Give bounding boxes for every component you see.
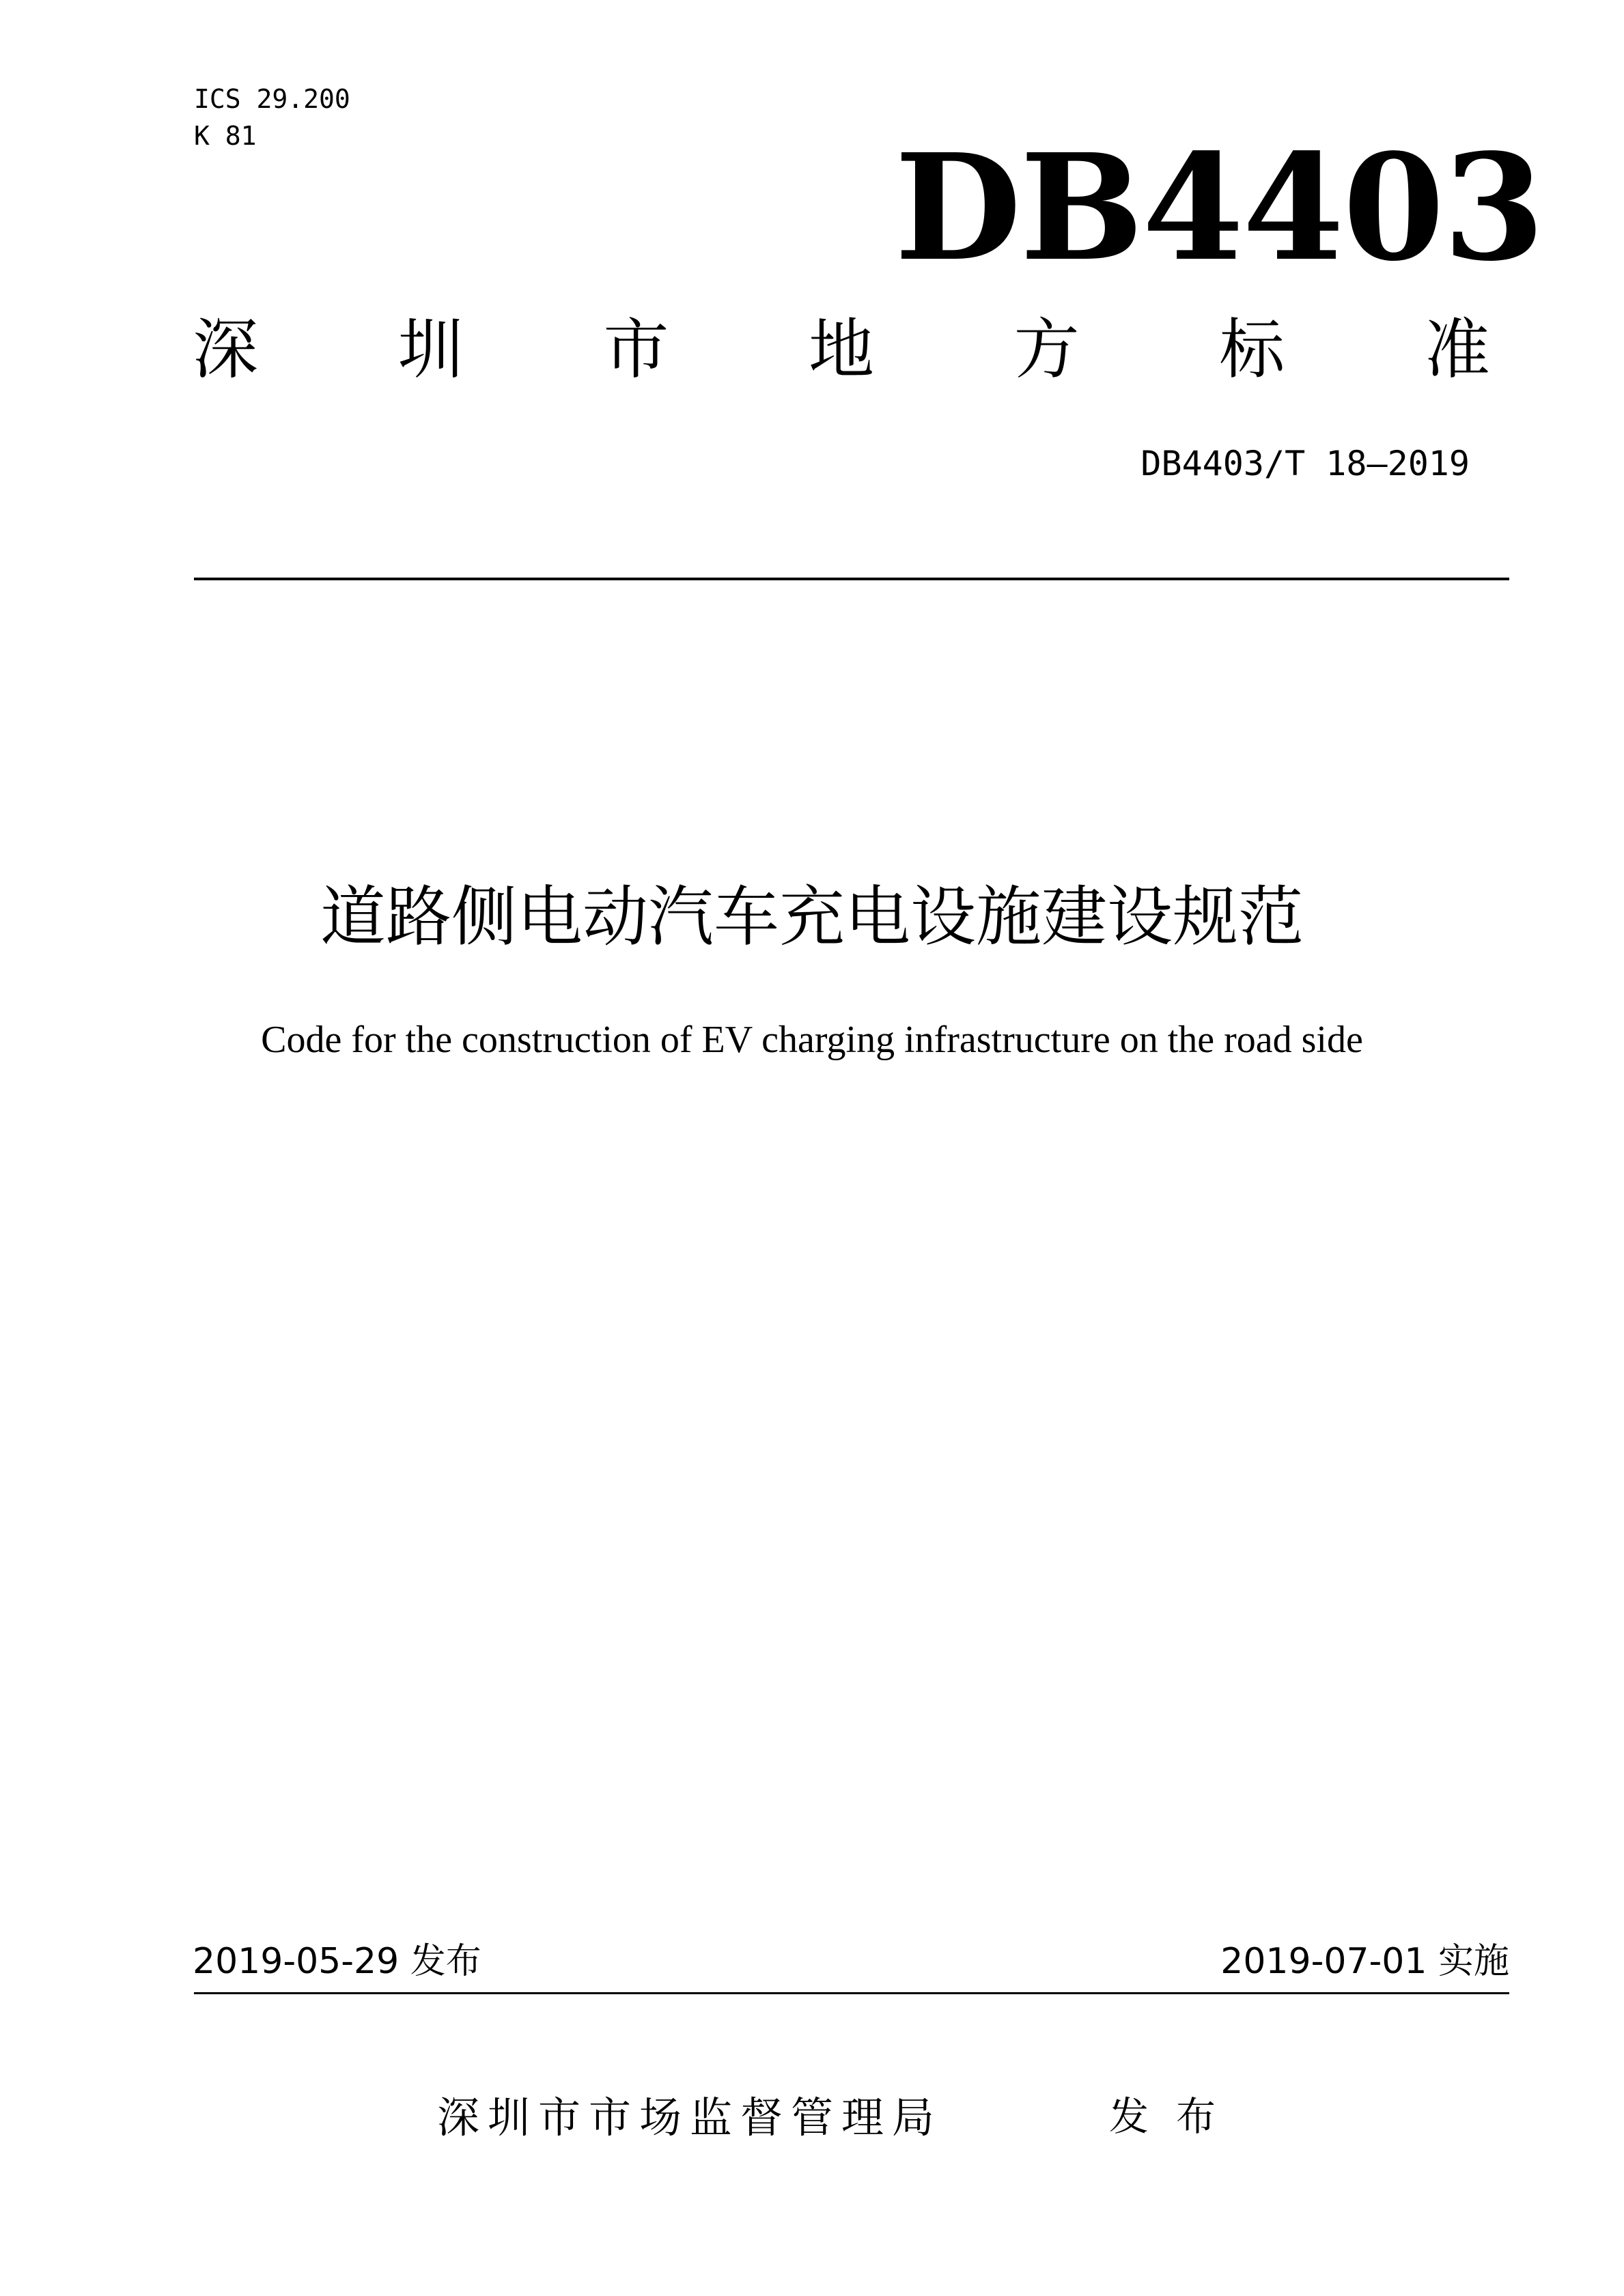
ics-code: ICS 29.200 [194, 84, 350, 114]
standard-code-logo: DB4403 [895, 122, 1544, 294]
standard-type-heading [193, 309, 1490, 391]
document-title-chinese: 道路侧电动汽车充电设施建设规范 [320, 879, 1304, 955]
standard-type-char: 圳 [397, 311, 464, 388]
standard-type-char: 市 [603, 311, 669, 388]
publish-label: 发布 [1109, 2093, 1244, 2140]
issue-date: 2019-05-29 发布 [193, 1941, 481, 1982]
header-divider [194, 578, 1509, 580]
standard-number: DB4403/T 18—2019 [1140, 444, 1470, 483]
standard-type-char: 地 [808, 311, 874, 388]
standard-type-char: 方 [1013, 311, 1080, 388]
publisher-name: 深圳市市场监督管理局 [437, 2093, 943, 2142]
ccs-code: K 81 [194, 121, 257, 151]
standard-type-char: 准 [1424, 311, 1490, 388]
document-title-english: Code for the construction of EV charging infrastructure on the road side [261, 1019, 1363, 1061]
implementation-date: 2019-07-01 实施 [1220, 1941, 1509, 1982]
standard-type-char: 深 [193, 311, 258, 388]
standard-type-char: 标 [1219, 311, 1285, 388]
footer-divider [194, 1992, 1509, 1994]
classification-block [194, 81, 350, 154]
